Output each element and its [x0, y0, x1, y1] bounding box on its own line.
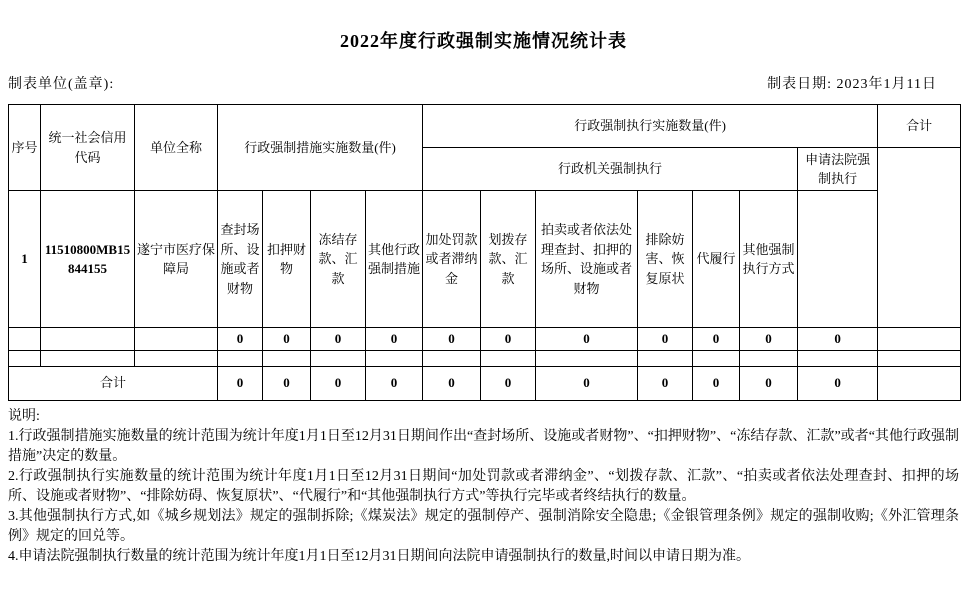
value-cell: 0	[481, 328, 536, 351]
header-enforcement-count: 行政强制执行实施数量(件)	[423, 105, 878, 148]
header-admin-enforcement: 行政机关强制执行	[423, 148, 798, 191]
total-cell: 0	[481, 366, 536, 400]
empty-cell	[9, 328, 41, 351]
header-row-1	[9, 105, 961, 148]
empty-cell	[41, 350, 135, 366]
total-cell: 0	[263, 366, 311, 400]
empty-cell	[135, 328, 218, 351]
note-item-1: 1.行政强制措施实施数量的统计范围为统计年度1月1日至12月31日期间作出“查封场所、设施或者财物”、“扣押财物”、“冻结存款、汇款”或者“其他行政强制措施”决定的数量。	[8, 429, 959, 464]
total-cell: 0	[536, 366, 638, 400]
values-row	[9, 328, 961, 351]
value-cell: 0	[263, 328, 311, 351]
notes-section	[8, 407, 959, 567]
total-cell: 0	[740, 366, 798, 400]
note-item-3: 3.其他强制执行方式,如《城乡规划法》规定的强制拆除;《煤炭法》规定的强制停产、强制消除安全隐患;《金银管理条例》规定的强制收购;《外汇管理条例》规定的回兑等。	[8, 509, 959, 544]
total-cell: 0	[218, 366, 263, 400]
subheader-freeze-deposits: 冻结存款、汇款	[311, 191, 366, 328]
value-cell: 0	[366, 328, 423, 351]
prepared-by-label: 制表单位(盖章):	[8, 77, 115, 92]
empty-cell	[9, 350, 41, 366]
empty-cell	[878, 366, 961, 400]
total-cell: 0	[638, 366, 693, 400]
total-cell: 0	[693, 366, 740, 400]
header-seq: 序号	[9, 105, 41, 191]
subheader-other-measures: 其他行政强制措施	[366, 191, 423, 328]
total-cell: 0	[798, 366, 878, 400]
subheader-remove-obstruction: 排除妨害、恢复原状	[638, 191, 693, 328]
note-item-4: 4.申请法院强制执行数量的统计范围为统计年度1月1日至12月31日期间向法院申请强制执行的数量,时间以申请日期为准。	[8, 549, 750, 564]
empty-cell	[41, 328, 135, 351]
empty-cell	[423, 350, 481, 366]
meta-row	[8, 73, 937, 93]
empty-cell	[218, 350, 263, 366]
total-row-label: 合计	[9, 366, 218, 400]
header-court-enforcement: 申请法院强制执行	[798, 148, 878, 191]
empty-cell	[366, 350, 423, 366]
entity-row	[9, 191, 961, 328]
empty-cell	[311, 350, 366, 366]
entity-seq: 1	[9, 191, 41, 328]
subheader-transfer-deposits: 划拨存款、汇款	[481, 191, 536, 328]
empty-cell	[693, 350, 740, 366]
total-cell: 0	[311, 366, 366, 400]
empty-cell	[536, 350, 638, 366]
entity-unit-name: 遂宁市医疗保障局	[135, 191, 218, 328]
header-measures-count: 行政强制措施实施数量(件)	[218, 105, 423, 191]
total-row	[9, 366, 961, 400]
value-cell: 0	[740, 328, 798, 351]
empty-cell	[135, 350, 218, 366]
value-cell: 0	[693, 328, 740, 351]
subheader-other-enforcement: 其他强制执行方式	[740, 191, 798, 328]
report-date-label: 制表日期: 2023年1月11日	[767, 77, 937, 92]
empty-cell	[481, 350, 536, 366]
subheader-substitute-performance: 代履行	[693, 191, 740, 328]
subheader-auction-property: 拍卖或者依法处理查封、扣押的场所、设施或者财物	[536, 191, 638, 328]
empty-cell	[740, 350, 798, 366]
header-total: 合计	[878, 105, 961, 148]
value-cell: 0	[638, 328, 693, 351]
empty-cell	[878, 148, 961, 328]
statistics-table	[8, 104, 961, 401]
header-credit-code: 统一社会信用代码	[41, 105, 135, 191]
spacer-row	[9, 350, 961, 366]
total-cell: 0	[366, 366, 423, 400]
value-cell: 0	[798, 328, 878, 351]
empty-cell	[638, 350, 693, 366]
subheader-additional-fines: 加处罚款或者滞纳金	[423, 191, 481, 328]
total-cell: 0	[423, 366, 481, 400]
entity-credit-code: 11510800MB15844155	[41, 191, 135, 328]
empty-cell	[263, 350, 311, 366]
empty-cell	[798, 350, 878, 366]
value-cell: 0	[311, 328, 366, 351]
empty-cell	[878, 350, 961, 366]
header-unit-name: 单位全称	[135, 105, 218, 191]
empty-cell	[798, 191, 878, 328]
page-title: 2022年度行政强制实施情况统计表	[340, 31, 627, 51]
empty-cell	[878, 328, 961, 351]
value-cell: 0	[218, 328, 263, 351]
subheader-seize-premises: 查封场所、设施或者财物	[218, 191, 263, 328]
subheader-impound-property: 扣押财物	[263, 191, 311, 328]
value-cell: 0	[536, 328, 638, 351]
value-cell: 0	[423, 328, 481, 351]
note-item-2: 2.行政强制执行实施数量的统计范围为统计年度1月1日至12月31日期间“加处罚款或者滞纳金”、“划拨存款、汇款”、“拍卖或者依法处理查封、扣押的场所、设施或者财物”、“排除妨碍、恢复原状”、“代履行”和“其他强制执行方式”等执行完毕或者终结执行的数量。	[8, 469, 959, 504]
notes-heading: 说明:	[8, 409, 40, 424]
